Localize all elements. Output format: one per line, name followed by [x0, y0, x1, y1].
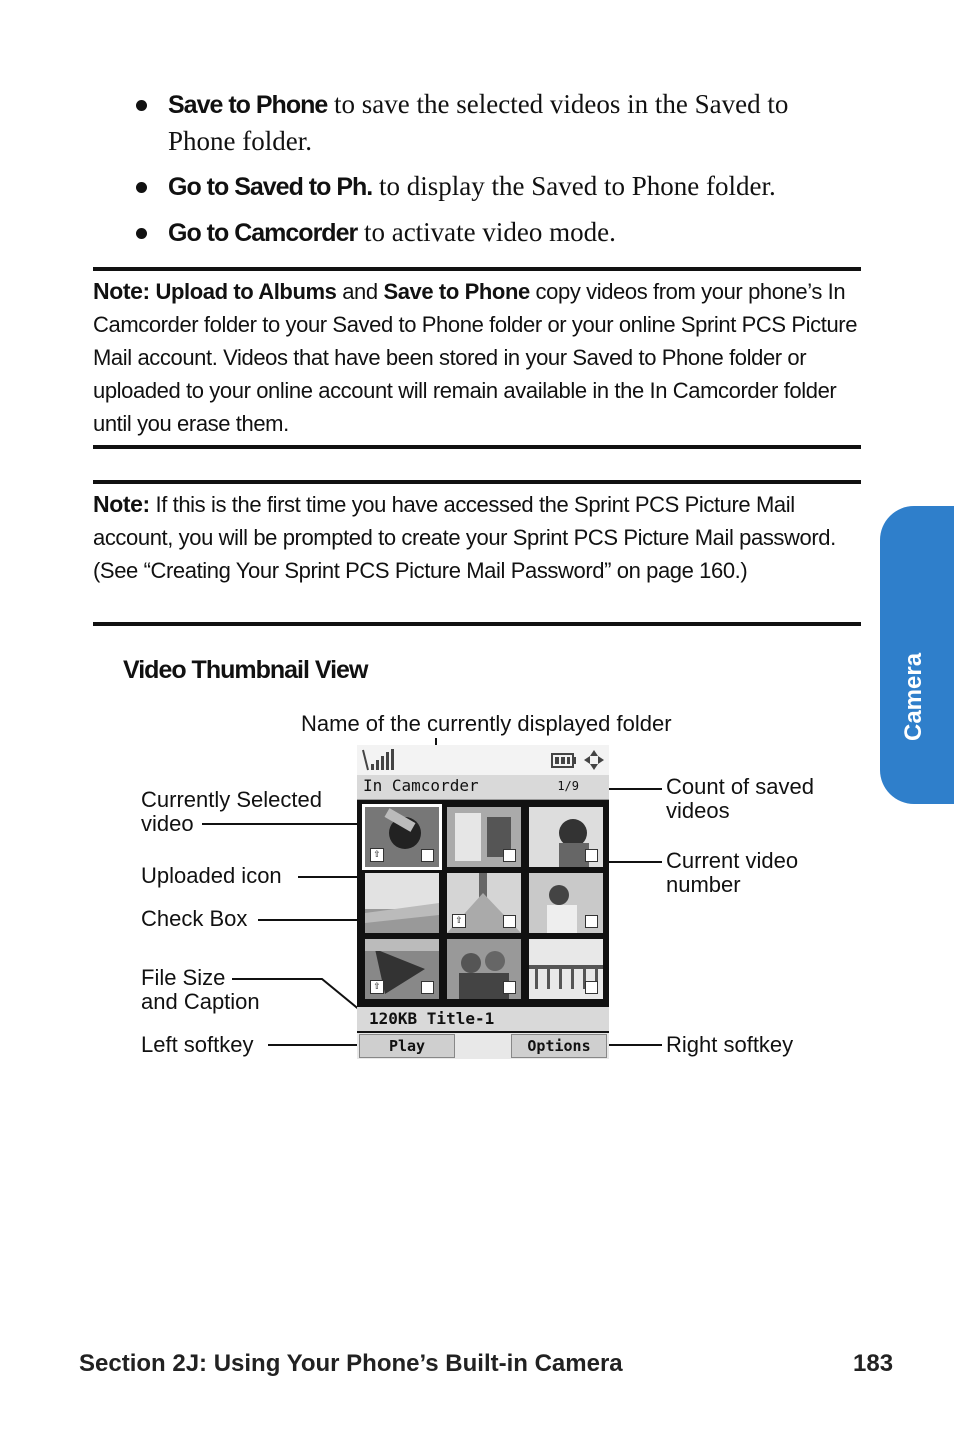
bullet-term: Go to Saved to Ph. [168, 173, 373, 201]
check-box[interactable] [503, 849, 516, 862]
bullet-term: Save to Phone [168, 91, 328, 119]
folder-name: In Camcorder [363, 776, 479, 795]
callout-current-number-1: Current video [666, 848, 799, 873]
thumbnail-image [365, 873, 439, 933]
check-box[interactable] [421, 849, 434, 862]
uploaded-icon: ⇧ [370, 848, 384, 862]
callout-current-selected-2: video [141, 811, 194, 836]
file-size-caption-bar [357, 1007, 609, 1031]
video-thumbnail[interactable] [365, 807, 439, 867]
callout-current-selected-1: Currently Selected [141, 787, 322, 812]
note-term-upload: Upload to Albums [155, 279, 337, 304]
callout-current-number-2: number [666, 872, 741, 897]
video-count: 1/9 [557, 779, 579, 793]
callout-right-softkey: Right softkey [666, 1032, 794, 1057]
bullet-text: to display the Saved to Phone folder. [372, 171, 776, 201]
uploaded-icon: ⇧ [370, 980, 384, 994]
callout-count-2: videos [666, 798, 730, 823]
callout-count-1: Count of saved [666, 774, 814, 799]
callout-left-softkey: Left softkey [141, 1032, 254, 1057]
check-box[interactable] [585, 981, 598, 994]
note-term-save: Save to Phone [383, 279, 530, 304]
battery-icon [551, 753, 577, 768]
callout-uploaded-icon: Uploaded icon [141, 863, 282, 888]
video-thumbnail[interactable] [447, 807, 521, 867]
note-body: If this is the first time you have accessed the Sprint PCS Picture Mail account, you will be prompted to create your Sprint PCS Picture Mail password. (See “Creating Your Sprint PCS Picture Mail Password” on page 160.) [93, 492, 836, 583]
chapter-tab-label: Camera [900, 652, 927, 741]
video-thumbnail[interactable] [365, 873, 439, 933]
softkey-bar [357, 1033, 609, 1059]
bullet-text: to activate video mode. [357, 217, 616, 247]
check-box[interactable] [585, 915, 598, 928]
video-thumbnail[interactable] [529, 873, 603, 933]
note-lead: Note: [93, 278, 150, 304]
check-box[interactable] [421, 981, 434, 994]
video-thumbnail[interactable] [447, 939, 521, 999]
navigation-key-icon [583, 749, 605, 771]
page-number: 183 [853, 1350, 894, 1377]
file-size-caption: 120KB Title-1 [369, 1009, 495, 1028]
video-thumbnail[interactable] [365, 939, 439, 999]
check-box[interactable] [585, 849, 598, 862]
folder-bar [357, 775, 609, 800]
footer-section-title: Section 2J: Using Your Phone’s Built-in Camera [79, 1350, 623, 1377]
check-box[interactable] [503, 915, 516, 928]
uploaded-icon: ⇧ [452, 914, 466, 928]
signal-icon [361, 748, 395, 772]
phone-screen [357, 745, 609, 1059]
note-and: and [336, 279, 384, 304]
thumbnail-grid [363, 803, 605, 1001]
section-subheading: Video Thumbnail View [123, 656, 368, 684]
callout-file-size-2: and Caption [141, 989, 260, 1014]
status-bar [357, 745, 609, 775]
bullet-term: Go to Camcorder [168, 219, 358, 247]
callout-file-size-1: File Size [141, 965, 226, 990]
note-body: copy videos from your phone’s In Camcorder folder to your Saved to Phone folder or your online Sprint PCS Picture Mail account. Videos that have been stored in your Saved to Phone folder or uploaded to your online account will remain available in the In Camcorder folder until you erase them. [93, 279, 858, 436]
video-thumbnail[interactable] [529, 807, 603, 867]
check-box[interactable] [503, 981, 516, 994]
note-lead: Note: [93, 491, 150, 517]
left-softkey[interactable]: Play [359, 1034, 455, 1058]
video-thumbnail[interactable] [447, 873, 521, 933]
callout-folder-name: Name of the currently displayed folder [301, 711, 672, 736]
callout-check-box: Check Box [141, 906, 248, 931]
right-softkey[interactable]: Options [511, 1034, 607, 1058]
bullet-text: to save the selected videos in the Saved to Phone folder. [168, 89, 789, 156]
video-thumbnail[interactable] [529, 939, 603, 999]
